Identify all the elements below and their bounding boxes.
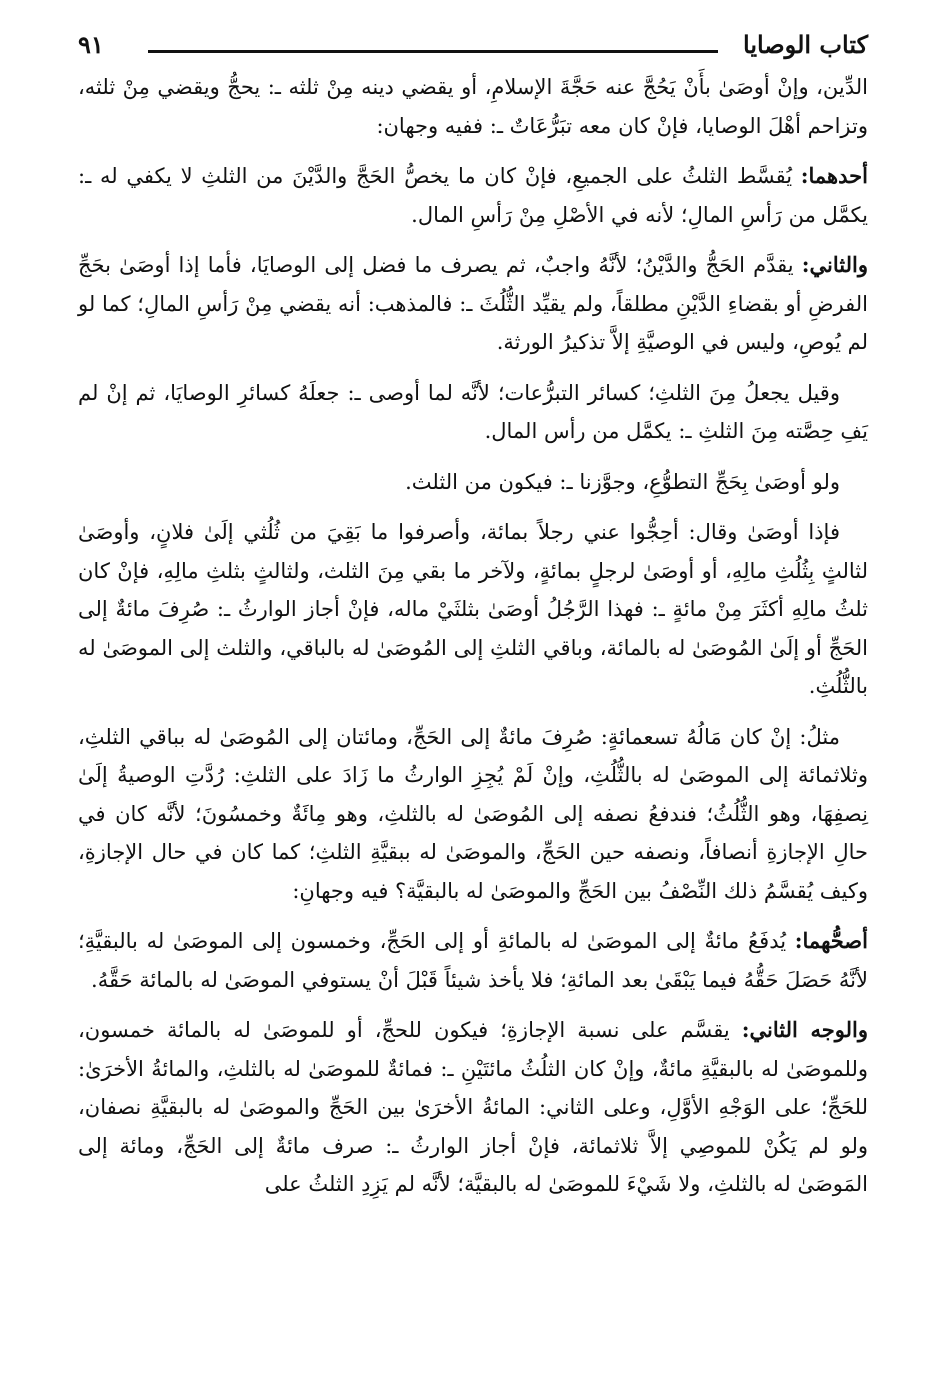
paragraph-3 bbox=[78, 246, 868, 362]
page-body bbox=[78, 68, 868, 1204]
running-header bbox=[78, 28, 868, 68]
paragraph-5-text: ولو أوصَىٰ بِحَجِّ التطوُّعِ، وجوَّزنا ـ: فيكون من الثلث. bbox=[405, 469, 840, 494]
paragraph-2-lead: أحدهما: bbox=[800, 163, 868, 188]
paragraph-1 bbox=[78, 68, 868, 145]
paragraph-3-text: يقدَّم الحَجُّ والدَّيْنُ؛ لأنَّهُ واجبٌ، ثم يصرف ما فضل إلى الوصايَا، فأما إذا أوصَىٰ بحَجِّ الفرضِ أو بقضاءِ الدَّيْنِ مطلقاً، ولم يقيِّد الثُّلُثَ ـ: فالمذهب: أنه يقضي مِنْ رَأسِ المالِ؛ كما لو لم يُوصِ، وليس في الوصيَّةِ إلاَّ تذكيرُ الورثة. bbox=[78, 253, 868, 354]
book-page bbox=[78, 28, 868, 1204]
paragraph-9-text: يقسَّم على نسبة الإجازةِ؛ فيكون للحجِّ، أو للموصَىٰ له بالمائة خمسون، وللموصَىٰ له بالبقيَّةِ مائةٌ، وإنْ كان الثلُثُ مائتَيْنِ ـ: فمائةٌ للموصَىٰ له بالثلثِ، والمائةُ الأخرَىٰ: للحَجِّ؛ على الوَجْهِ الأوَّلِ، وعلى الثاني: المائةُ الأخرَىٰ بين الحَجِّ والموصَىٰ له بالبقيَّةِ نصفان، ولو لم يَكُنْ للموصِي إلاَّ ثلاثمائة، فإنْ أجاز الوارثُ ـ: صرف مائةٌ إلى الحَجِّ، ومائة إلى المَوصَىٰ له بالثلثِ، ولا شَيْءَ للموصَىٰ له بالبقيَّة؛ لأنَّه لم يَزِدِ الثلثُ على bbox=[78, 1018, 868, 1196]
paragraph-4 bbox=[78, 374, 868, 451]
paragraph-8 bbox=[78, 922, 868, 999]
page-number: ٩١ bbox=[78, 30, 104, 59]
paragraph-9-lead: والوجه الثاني: bbox=[741, 1017, 868, 1042]
chapter-title: كتاب الوصايا bbox=[743, 30, 868, 59]
paragraph-4-text: وقيل يجعلُ مِنَ الثلثِ؛ كسائر التبرُّعات؛ لأنَّه لما أوصى ـ: جعلَهُ كسائرِ الوصايَا، ثم إنْ لم يَفِ حِصَّته مِنَ الثلثِ ـ: يكمَّل من رأس المال. bbox=[78, 380, 868, 443]
paragraph-7 bbox=[78, 718, 868, 911]
header-rule-line bbox=[148, 50, 718, 53]
paragraph-9 bbox=[78, 1011, 868, 1204]
paragraph-6 bbox=[78, 513, 868, 706]
paragraph-1-text: الدِّين، وإنْ أوصَىٰ بأَنْ يَحُجَّ عنه حَجَّةَ الإسلامِ، أو يقضي دينه مِنْ ثلثه ـ: يحجُّ ويقضي مِنْ ثلثه، وتزاحم أهْلَ الوصايا، فإنْ كان معه تبَرُّعَاتٌ ـ: ففيه وجهان: bbox=[78, 75, 868, 138]
paragraph-6-text: فإذا أوصَىٰ وقال: أحِجُّوا عني رجلاً بمائة، وأصرفوا ما بَقِيَ من ثُلُثي إلَىٰ فلانٍ، وأوصَىٰ لثالثٍ بِثُلُثِ مالِهِ، أو أوصَىٰ لرجلٍ بمائةٍ، ولآخر ما بقي مِنَ الثلث، ولثالثٍ بثلثِ مالِهِ، فإنْ كان ثلثُ مالِهِ أكثَرَ مِنْ مائةٍ ـ: فهذا الرَّجُلُ أوصَىٰ بثلثَيْ ماله، فإنْ أجاز الوارثُ ـ: صُرِفَ مائةٌ إلى الحَجِّ أو إلَىٰ المُوصَىٰ له بالمائة، وباقي الثلثِ إلى المُوصَىٰ له بالباقي، والثلث إلى الموصَىٰ له بالثُّلُثِ. bbox=[78, 520, 868, 698]
paragraph-7-text: مثلُ: إنْ كان مَالُهُ تسعمائةٍ: صُرِفَ مائةٌ إلى الحَجِّ، ومائتان إلى المُوصَىٰ له بباقي الثلثِ، وثلاثمائة إلى الموصَىٰ له بالثُّلُثِ، وإنْ لَمْ يُجِزِ الوارثُ ما زَادَ على الثلثِ: رُدَّتِ الوصيةُ إلَىٰ نِصفِهَا، وهو الثُّلُثُ؛ فندفعُ نصفه إلى المُوصَىٰ له بالثلثِ، وهو مِائَةٌ وخمسُونَ؛ لأنَّه كان في حالِ الإجازةِ أنصافاً، ونصفه حين الحَجِّ، والموصَىٰ له ببقيَّةِ الثلثِ؛ كما كان في حال الإجازةِ، وكيف يُقسَّمُ ذلك النِّصْفُ بين الحَجِّ والموصَىٰ له بالبقيَّة؟ فيه وجهانِ: bbox=[78, 724, 868, 903]
paragraph-2-text: يُقسَّط الثلثُ على الجميعِ، فإنْ كان ما يخصُّ الحَجَّ والدَّيْنَ من الثلثِ لا يكفي له ـ: يكمَّل من رَأسِ المالِ؛ لأنه في الأصْلِ مِنْ رَأسِ المال. bbox=[78, 164, 868, 227]
paragraph-8-text: يُدفَعُ مائةٌ إلى الموصَىٰ له بالمائةِ أو إلى الحَجِّ، وخمسون إلى الموصَىٰ له بالبقيَّةِ؛ لأنَّهُ حَصَلَ حَقُّهُ فيما يَبْقَىٰ بعد المائةِ؛ فلا يأخذ شيئاً قَبْلَ أنْ يستوفي الموصَىٰ له بالمائة حَقَّهُ. bbox=[78, 929, 868, 992]
paragraph-5 bbox=[78, 463, 868, 502]
paragraph-3-lead: والثاني: bbox=[801, 252, 868, 277]
paragraph-2 bbox=[78, 157, 868, 234]
paragraph-8-lead: أصحُّهما: bbox=[794, 928, 868, 953]
